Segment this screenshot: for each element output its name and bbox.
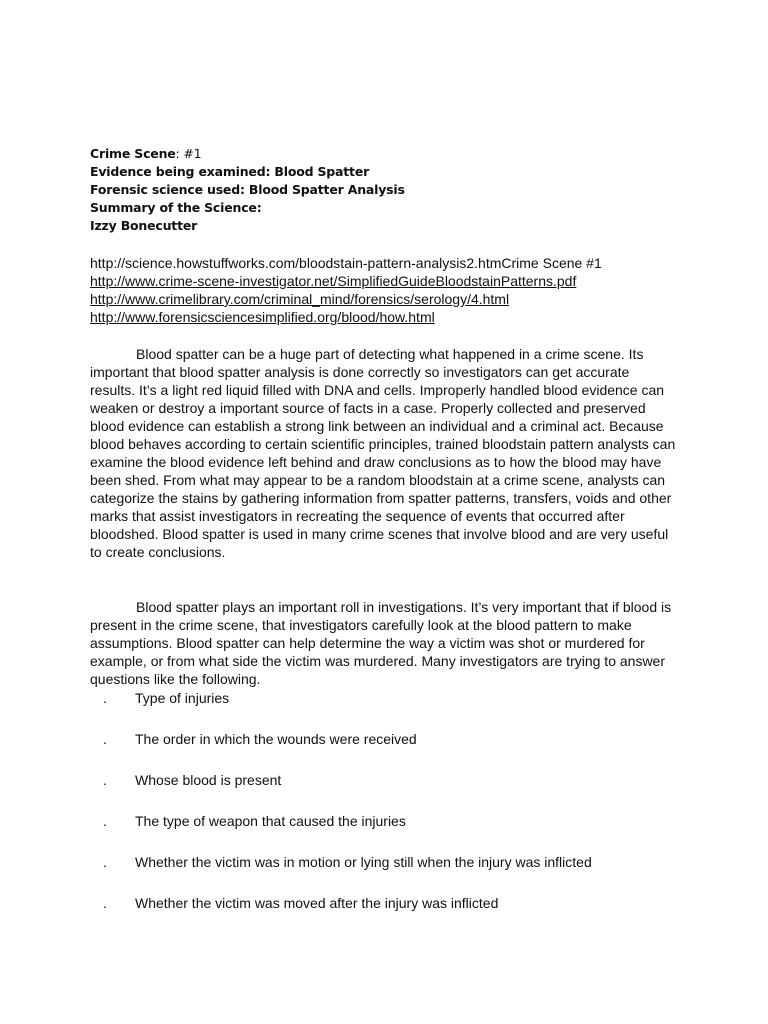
list-item-text: The order in which the wounds were received — [135, 731, 417, 747]
paragraph-text: Blood spatter can be a huge part of detecting what happened in a crime scene. Its important that blood spatter analysis is done correctly so investigators can get accurate results. It’s a light red liquid filled with DNA and cells. Improperly handled blood evidence can weaken or destroy a important source of facts in a case. Properly collected and preserved blood evidence can establish a strong link between an individual and a criminal act. Because blood behaves according to certain scientific principles, trained bloodstain pattern analysts can examine the blood evidence left behind and draw conclusions as to how the blood may have been shed. From what may appear to be a random bloodstain at a crime scene, analysts can categorize the stains by gathering information from spatter patterns, transfers, voids and other marks that assist investigators in recreating the sequence of events that occurred after bloodshed. Blood spatter is used in many crime scenes that involve blood and are very useful to create conclusions. — [90, 346, 676, 560]
source-link-howstuffworks: http://science.howstuffworks.com/bloodstain-pattern-analysis2.htmCrime Scene #1 — [90, 255, 602, 271]
list-item — [90, 894, 730, 935]
list-item-text: Whether the victim was in motion or lying still when the injury was inflicted — [135, 854, 592, 870]
list-item-text: The type of weapon that caused the injuries — [135, 813, 406, 829]
author-name: Izzy Bonecutter — [90, 218, 198, 233]
list-item — [90, 730, 730, 771]
list-bullet: . — [103, 854, 107, 870]
list-bullet: . — [103, 731, 107, 747]
list-item — [90, 771, 730, 812]
paragraph-blood-spatter-intro — [90, 345, 678, 561]
source-link-crime-scene-investigator[interactable]: http://www.crime-scene-investigator.net/SimplifiedGuideBloodstainPatterns.pdf — [90, 273, 577, 289]
list-item — [90, 689, 730, 730]
list-bullet: . — [103, 772, 107, 788]
source-links — [90, 254, 730, 326]
list-bullet: . — [103, 895, 107, 911]
list-item-text: Whether the victim was moved after the injury was inflicted — [135, 895, 499, 911]
list-item — [90, 853, 730, 894]
document-header — [90, 145, 690, 235]
list-item-text: Whose blood is present — [135, 772, 282, 788]
crime-scene-label: Crime Scene — [90, 146, 176, 161]
forensic-science-line: Forensic science used: Blood Spatter Analysis — [90, 182, 405, 197]
list-bullet: . — [103, 690, 107, 706]
evidence-line: Evidence being examined: Blood Spatter — [90, 164, 370, 179]
crime-scene-line — [90, 145, 690, 163]
source-link-forensicsciencesimplified[interactable]: http://www.forensicsciencesimplified.org/blood/how.html — [90, 309, 435, 325]
source-link-crimelibrary[interactable]: http://www.crimelibrary.com/criminal_mind/forensics/serology/4.html — [90, 291, 510, 307]
list-bullet: . — [103, 813, 107, 829]
summary-heading: Summary of the Science: — [90, 200, 262, 215]
list-item — [90, 812, 730, 853]
questions-list — [90, 689, 730, 935]
crime-scene-number: : #1 — [175, 146, 202, 161]
paragraph-text: Blood spatter plays an important roll in investigations. It’s very important that if blood is present in the crime scene, that investigators carefully look at the blood pattern to make assumptions. Blood spatter can help determine the way a victim was shot or murdered for example, or from what side the victim was murdered. Many investigators are trying to answer questions like the following. — [90, 599, 672, 687]
paragraph-investigations — [90, 598, 678, 688]
list-item-text: Type of injuries — [135, 690, 230, 706]
